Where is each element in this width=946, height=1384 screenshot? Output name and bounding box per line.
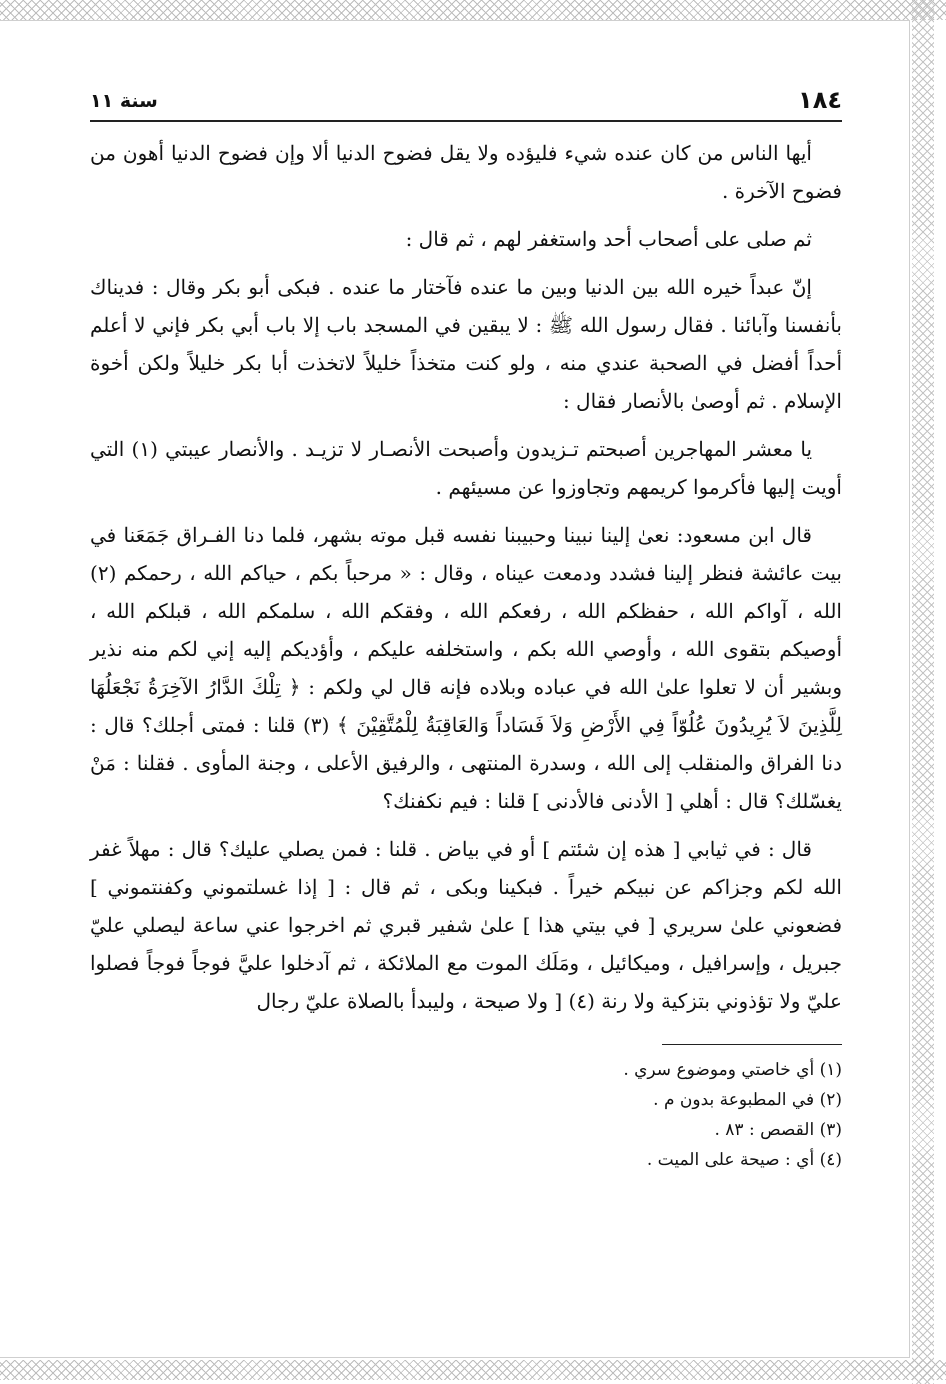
footnote: (٢) في المطبوعة بدون م . — [653, 1090, 842, 1110]
paragraph: قال ابن مسعود: نعىٰ إلينا نبينا وحبيبنا نفسه قبل موته بشهر، فلما دنا الفـراق جَمَعَنا في بيت عائشة فنظر إلينا فشدد ودمعت عيناه ، وقال : « مرحباً بكم ، حياكم الله ، رحمكم (٢) الله ، آواكم الله ، حفظكم الله ، رفعكم الله ، وفقكم الله ، سلمكم الله ، قبلكم الله ، أوصيكم بتقوى الله ، وأوصي الله بكم ، واستخلفه عليكم ، وأؤديكم إليه إني لكم منه نذير وبشير أن لا تعلوا علىٰ الله في عباده وبلاده فإنه قال لي ولكم : ﴿ تِلْكَ الدَّارُ الآخِرَةُ نَجْعَلُهَا لِلَّذِينَ لاَ يُرِيدُونَ عُلُوّاً فِي الأَرْضِ وَلاَ فَسَاداً وَالعَاقِبَةُ لِلْمُتَّقِيْنَ ﴾ (٣) قلنا : فمتى أجلك؟ قال : دنا الفراق والمنقلب إلى الله ، وسدرة المنتهى ، والرفيق الأعلى ، وجنة المأوى . فقلنا : مَنْ يغسّلك؟ قال : أهلي [ الأدنى فالأدنى ] قلنا : فيم نكفنك؟ — [90, 523, 842, 813]
decorative-border-right — [912, 0, 934, 1384]
decorative-border-bottom — [0, 1360, 946, 1380]
paragraph: أيها الناس من كان عنده شيء فليؤده ولا يقل فضوح الدنيا ألا وإن فضوح الدنيا أهون من فضوح الآخرة . — [90, 141, 842, 203]
page-number: ١٨٤ — [798, 86, 842, 114]
footnote: (٤) أي : صيحة على الميت . — [646, 1150, 842, 1170]
paragraph: ثم صلى على أصحاب أحد واستغفر لهم ، ثم قال : — [405, 227, 812, 251]
paragraph: يا معشر المهاجرين أصبحتم تـزيدون وأصبحت الأنصـار لا تزيـد . والأنصار عيبتي (١) التي أويت إليها فأكرموا كريمهم وتجاوزوا عن مسيئهم . — [90, 437, 842, 499]
page-header — [90, 88, 842, 122]
paragraph: قال : في ثيابي [ هذه إن شئتم ] أو في بياض . قلنا : فمن يصلي عليك؟ قال : مهلاً غفر الله لكم وجزاكم عن نبيكم خيراً . فبكينا وبكى ، ثم قال : [ إذا غسلتموني وكفنتموني ] فضعوني علىٰ سريري [ في بيتي هذا ] علىٰ شفير قبري ثم اخرجوا عني ساعة ليصلي عليّ جبريل ، وإسرافيل ، وميكائيل ، ومَلَك الموت مع الملائكة ، ثم آدخلوا عليَّ فوجاً فوجاً فصلوا عليّ ولا تؤذوني بتزكية ولا رنة (٤) [ ولا صيحة ، وليبدأ بالصلاة عليّ رجال — [90, 837, 842, 1013]
page-body — [90, 134, 842, 1020]
book-page — [90, 88, 842, 1338]
footnote: (٣) القصص : ٨٣ . — [714, 1120, 842, 1140]
footnote-separator — [662, 1044, 842, 1045]
running-head: سنة ١١ — [90, 90, 158, 112]
footnote: (١) أي خاصتي وموضوع سري . — [623, 1060, 842, 1080]
decorative-border-top — [0, 0, 946, 20]
paragraph: إنّ عبداً خيره الله بين الدنيا وبين ما عنده فآختار ما عنده . فبكى أبو بكر وقال : فديناك بأنفسنا وآبائنا . فقال رسول الله ﷺ : لا يبقين في المسجد باب إلا باب أبي بكر فإني لا أعلم أحداً أفضل في الصحبة عندي منه ، ولو كنت متخذاً خليلاً لاتخذت أبا بكر خليلاً ولكن أخوة الإسلام . ثم أوصىٰ بالأنصار فقال : — [90, 275, 842, 413]
footnotes — [90, 1055, 842, 1175]
